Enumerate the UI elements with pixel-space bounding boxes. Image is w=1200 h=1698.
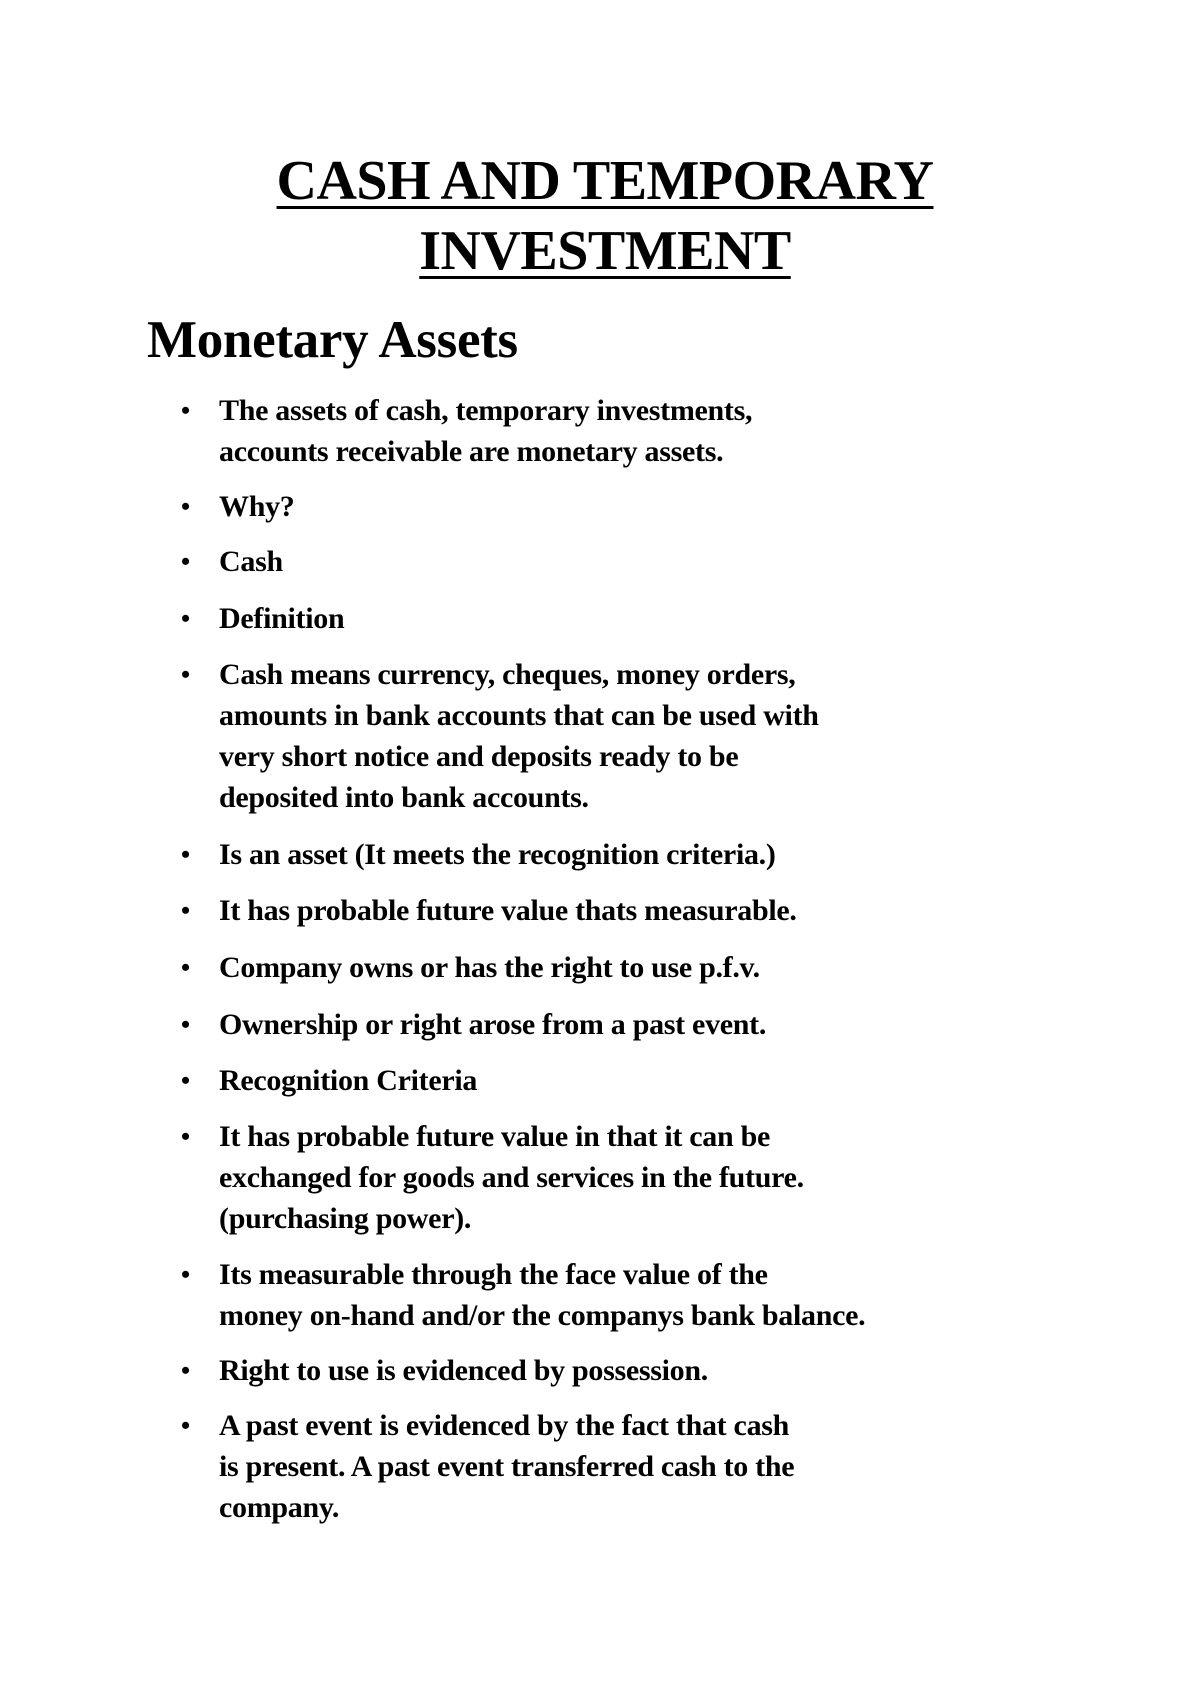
bullet-icon: • [181,547,190,576]
list-item-text: A past event is evidenced by the fact that cash is present. A past event transferred cash to the company. [219,1409,795,1524]
bullet-icon: • [181,1122,190,1151]
list-item-text: Ownership or right arose from a past event. [219,1008,767,1041]
section-heading: Monetary Assets [147,311,518,369]
list-item-text: Company owns or has the right to use p.f.v. [219,951,760,984]
bullet-icon: • [181,396,190,425]
bullet-icon: • [181,1066,190,1095]
bullet-icon: • [181,604,190,633]
list-item-text: Its measurable through the face value of the money on-hand and/or the companys bank balance. [219,1258,866,1332]
list-item-text: The assets of cash, temporary investments, accounts receivable are monetary assets. [219,394,753,468]
document-title [0,146,1200,286]
list-item-text: Is an asset (It meets the recognition criteria.) [219,838,776,871]
bullet-icon: • [181,1010,190,1039]
list-item-text: Definition [219,602,345,635]
bullet-icon: • [181,840,190,869]
title-line-2: INVESTMENT [419,220,791,282]
bullet-icon: • [181,660,190,689]
bullet-icon: • [181,1356,190,1385]
bullet-icon: • [181,1411,190,1440]
bullet-icon: • [181,1260,190,1289]
list-item-text: Recognition Criteria [219,1064,478,1097]
bullet-icon: • [181,953,190,982]
list-item-text: It has probable future value in that it can be exchanged for goods and services in the future. (purchasing power). [219,1120,804,1235]
list-item-text: Cash means currency, cheques, money orders, amounts in bank accounts that can be used with very short notice and deposits ready to be deposited into bank accounts. [219,658,819,814]
bullet-icon: • [181,492,190,521]
bullet-icon: • [181,896,190,925]
list-item-text: It has probable future value thats measurable. [219,894,797,927]
list-item-text: Right to use is evidenced by possession. [219,1354,708,1387]
list-item-text: Cash [219,545,283,578]
title-line-1: CASH AND TEMPORARY [276,150,934,212]
list-item-text: Why? [219,490,295,523]
